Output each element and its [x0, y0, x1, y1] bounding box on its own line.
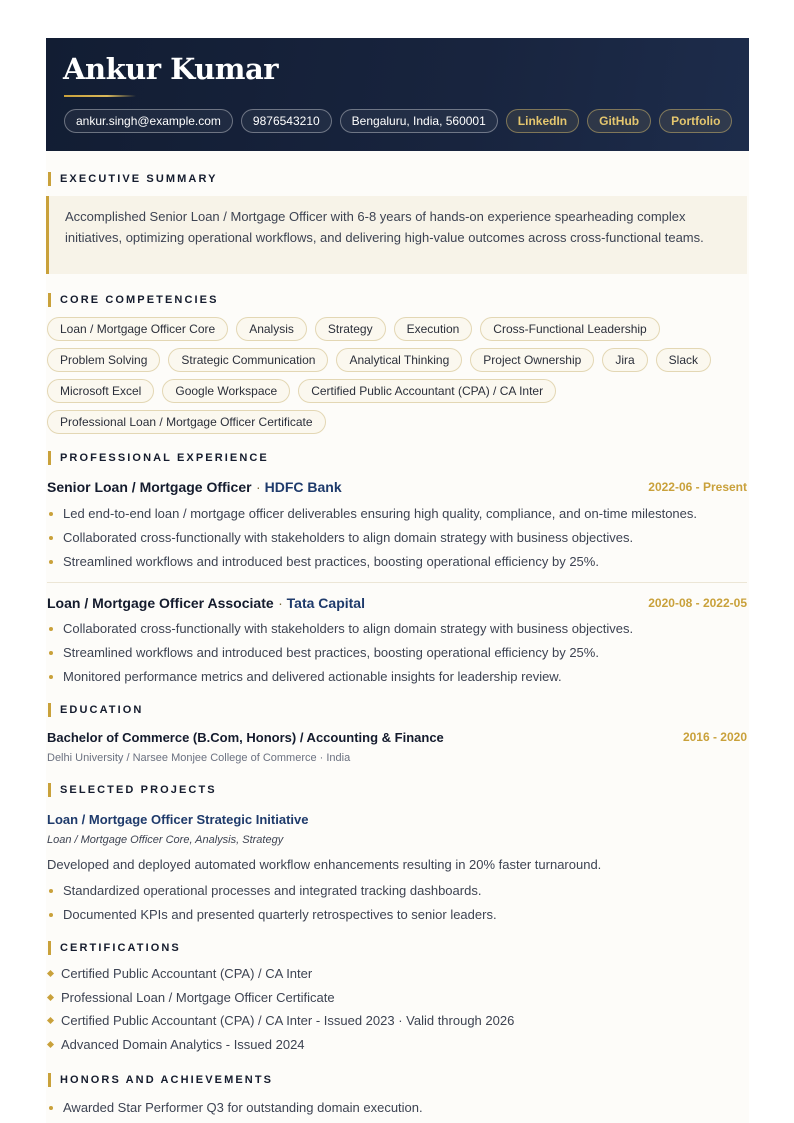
contact-phone[interactable]: 9876543210 — [241, 109, 332, 133]
name-underline — [64, 95, 136, 97]
list-item: Advanced Domain Analytics - Issued 2024 — [47, 1033, 747, 1057]
competency-chip: Microsoft Excel — [47, 379, 154, 403]
competency-chip: Professional Loan / Mortgage Officer Certificate — [47, 410, 326, 434]
contact-email[interactable]: ankur.singh@example.com — [64, 109, 233, 133]
portfolio-link[interactable]: Portfolio — [659, 109, 732, 133]
contact-bar — [64, 109, 732, 133]
competency-chip: Google Workspace — [162, 379, 290, 403]
section-title-education: EDUCATION — [48, 703, 143, 717]
list-item: Led end-to-end loan / mortgage officer deliverables ensuring high quality, compliance, and on-time milestones. — [47, 502, 747, 526]
project-title: Loan / Mortgage Officer Strategic Initiative — [47, 812, 309, 827]
competency-chip: Execution — [394, 317, 473, 341]
competency-chip: Problem Solving — [47, 348, 160, 372]
section-title-certifications: CERTIFICATIONS — [48, 941, 181, 955]
job-title: Senior Loan / Mortgage Officer — [47, 479, 252, 495]
job-separator: · — [256, 479, 265, 495]
section-title-projects: SELECTED PROJECTS — [48, 783, 217, 797]
list-item: Awarded Star Performer Q3 for outstanding domain execution. — [47, 1096, 747, 1120]
competency-chip: Project Ownership — [470, 348, 594, 372]
job-company: HDFC Bank — [264, 479, 342, 495]
section-title-experience: PROFESSIONAL EXPERIENCE — [48, 451, 269, 465]
list-item: Streamlined workflows and introduced best practices, boosting operational efficiency by 25%. — [47, 550, 747, 574]
job-dates: 2022-06 - Present — [648, 480, 747, 494]
job-divider — [47, 582, 747, 583]
job-bullets — [47, 502, 747, 574]
job-title: Loan / Mortgage Officer Associate — [47, 595, 274, 611]
list-item: Professional Loan / Mortgage Officer Certificate — [47, 986, 747, 1010]
resume-page — [46, 38, 749, 1123]
list-item: Certified Public Accountant (CPA) / CA Inter — [47, 962, 747, 986]
competency-chip: Jira — [602, 348, 647, 372]
project-description: Developed and deployed automated workflow enhancements resulting in 20% faster turnaround. — [47, 857, 602, 872]
competency-chip: Analysis — [236, 317, 307, 341]
education-school: Delhi University / Narsee Monjee College of Commerce · India — [47, 752, 351, 764]
section-title-competencies: CORE COMPETENCIES — [48, 293, 219, 307]
certification-list — [47, 962, 747, 1056]
github-link[interactable]: GitHub — [587, 109, 651, 133]
education-header — [47, 729, 747, 747]
competency-list — [47, 317, 747, 434]
job-dates: 2020-08 - 2022-05 — [648, 596, 747, 610]
job-bullets — [47, 617, 747, 689]
section-title-honors: HONORS AND ACHIEVEMENTS — [48, 1073, 273, 1087]
section-title-summary: EXECUTIVE SUMMARY — [48, 172, 218, 186]
education-degree: Bachelor of Commerce (B.Com, Honors) / Accounting & Finance — [47, 730, 444, 745]
competency-chip: Loan / Mortgage Officer Core — [47, 317, 228, 341]
job-company: Tata Capital — [286, 595, 365, 611]
linkedin-link[interactable]: LinkedIn — [506, 109, 579, 133]
education-dates: 2016 - 2020 — [682, 730, 747, 744]
list-item: Collaborated cross-functionally with stakeholders to align domain strategy with business objectives. — [47, 526, 747, 550]
project-bullets — [47, 879, 747, 927]
job-header — [47, 595, 747, 613]
list-item: Standardized operational processes and integrated tracking dashboards. — [47, 879, 747, 903]
job-separator: · — [278, 595, 287, 611]
competency-chip: Analytical Thinking — [336, 348, 462, 372]
list-item: Certified Public Accountant (CPA) / CA Inter - Issued 2023 · Valid through 2026 — [47, 1009, 747, 1033]
project-tech: Loan / Mortgage Officer Core, Analysis, Strategy — [47, 834, 284, 846]
list-item: Documented KPIs and presented quarterly retrospectives to senior leaders. — [47, 903, 747, 927]
competency-chip: Cross-Functional Leadership — [480, 317, 659, 341]
honors-list — [47, 1096, 747, 1120]
competency-chip: Strategy — [315, 317, 386, 341]
list-item: Monitored performance metrics and delivered actionable insights for leadership review. — [47, 665, 747, 689]
list-item: Collaborated cross-functionally with stakeholders to align domain strategy with business objectives. — [47, 617, 747, 641]
competency-chip: Slack — [656, 348, 711, 372]
list-item: Streamlined workflows and introduced best practices, boosting operational efficiency by 25%. — [47, 641, 747, 665]
candidate-name: Ankur Kumar — [63, 52, 279, 86]
job-header — [47, 479, 747, 497]
summary-text: Accomplished Senior Loan / Mortgage Officer with 6-8 years of hands-on experience spearheading complex initiatives, optimizing operational workflows, and delivering high-value outcomes across cross-functional teams. — [46, 196, 747, 274]
contact-location: Bengaluru, India, 560001 — [340, 109, 498, 133]
resume-header — [46, 38, 749, 151]
competency-chip: Strategic Communication — [168, 348, 328, 372]
competency-chip: Certified Public Accountant (CPA) / CA Inter — [298, 379, 556, 403]
